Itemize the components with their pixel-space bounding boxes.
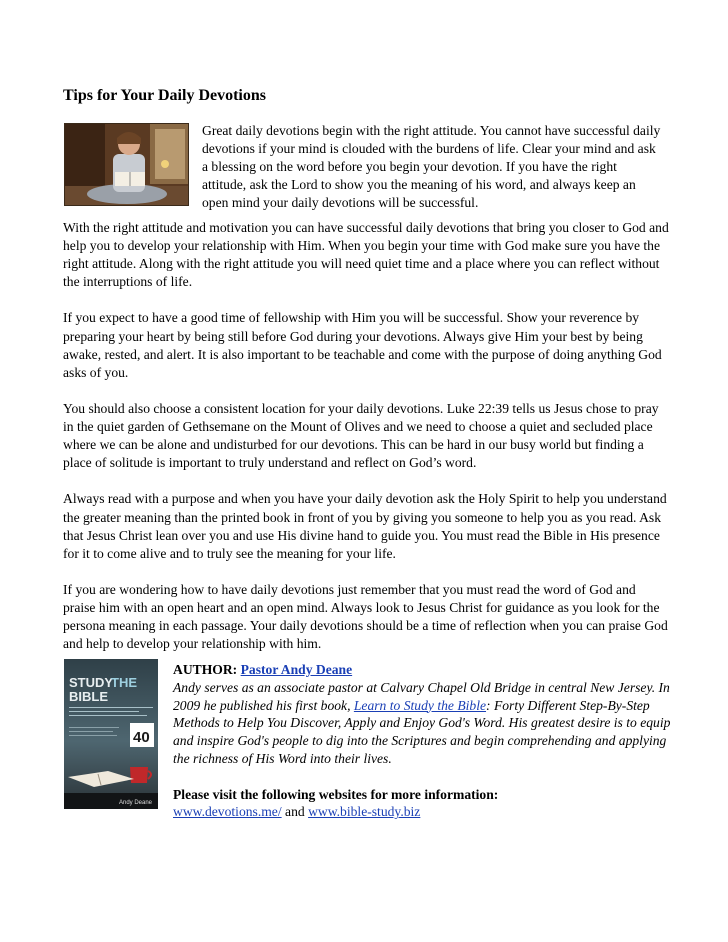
book-title-study: STUDY — [69, 675, 114, 690]
author-name-link[interactable]: Pastor Andy Deane — [240, 662, 353, 677]
book-title-bible: BIBLE — [69, 689, 108, 704]
bio-text-continued: : Forty Different Step-By-Step Methods to Help You Discover, Apply and Enjoy God's Word. His greatest desire is to equip and inspire God's people to dig into the Scriptures and begin comprehending and applying the richness of His Word into their lives. — [173, 697, 671, 766]
author-box — [173, 661, 673, 821]
book-badge: 40 — [133, 729, 150, 746]
reading-photo — [64, 123, 189, 206]
body-paragraph: You should also choose a consistent location for your daily devotions. Luke 22:39 tells us Jesus chose to pray in the quiet garden of Gethsemane on the Mount of Olives and we need to choose a quiet and secluded place where we can be alone and undisturbed for our devotions. This can be hard in our busy world but finding a place of solitude is important to truly understand and reflect on God’s word. — [63, 400, 659, 471]
body-paragraph: If you are wondering how to have daily devotions just remember that you must read the word of God and praise him with an open heart and an open mind. Always look to Jesus Christ for guidance as you look for the persona meaning in each passage. Your daily devotions should be a time of reflection when you can praise God and help to develop your relationship with him. — [63, 581, 668, 652]
author-heading — [173, 661, 673, 679]
author-label: AUTHOR: — [173, 662, 238, 677]
spacer — [173, 768, 673, 786]
bible-study-link[interactable]: www.bible-study.biz — [308, 804, 421, 820]
book-title-the: THE — [111, 675, 137, 690]
and-word: and — [285, 804, 305, 820]
book-author: Andy Deane — [119, 800, 153, 806]
bio-text: Andy serves as an associate pastor at Calvary Chapel Old Bridge in central New Jersey. In 2009 he published his first book, — [173, 679, 670, 713]
devotions-link[interactable]: www.devotions.me/ — [173, 804, 282, 820]
book-title-link[interactable]: Learn to Study the Bible — [353, 697, 487, 713]
author-bio — [173, 679, 673, 768]
article-title: Tips for Your Daily Devotions — [63, 87, 266, 104]
book-cover-image — [64, 659, 158, 809]
intro-paragraph: Great daily devotions begin with the right attitude. You cannot have successful daily devotions if your mind is clouded with the burdens of life. Clear your mind and ask a blessing on the word before you begin your devotion. If you have the right attitude, ask the Lord to show you the meaning of his word, and always keep an open mind your daily devotions will be successful. — [202, 123, 661, 211]
body-paragraph: If you expect to have a good time of fellowship with Him you will be successful. Show your reverence by preparing your heart by being still before God during your devotions. Always give Him your best by being awake, rested, and alert. It is also important to be teachable and come with the purpose of doing anything God asks of you. — [63, 310, 662, 380]
visit-label: Please visit the following websites for more information: — [173, 786, 499, 802]
website-links — [173, 803, 673, 821]
article-body — [63, 219, 671, 671]
body-paragraph: With the right attitude and motivation you can have successful daily devotions that bring you closer to God and help you to develop your relationship with Him. When you begin your time with God make sure you have the right attitude. Along with the right attitude you will need quiet time and a place where you can reflect without the interruptions of life. — [63, 220, 669, 290]
visit-label-line — [173, 786, 673, 804]
body-paragraph: Always read with a purpose and when you have your daily devotion ask the Holy Spirit to help you understand the greater meaning than the printed book in front of you by giving you someone to help you as you read. Ask that Jesus Christ lean over you and use His divine hand to guide you. You must read the Bible in His presence for it to come alive and to truly see the meaning for your life. — [63, 491, 667, 561]
